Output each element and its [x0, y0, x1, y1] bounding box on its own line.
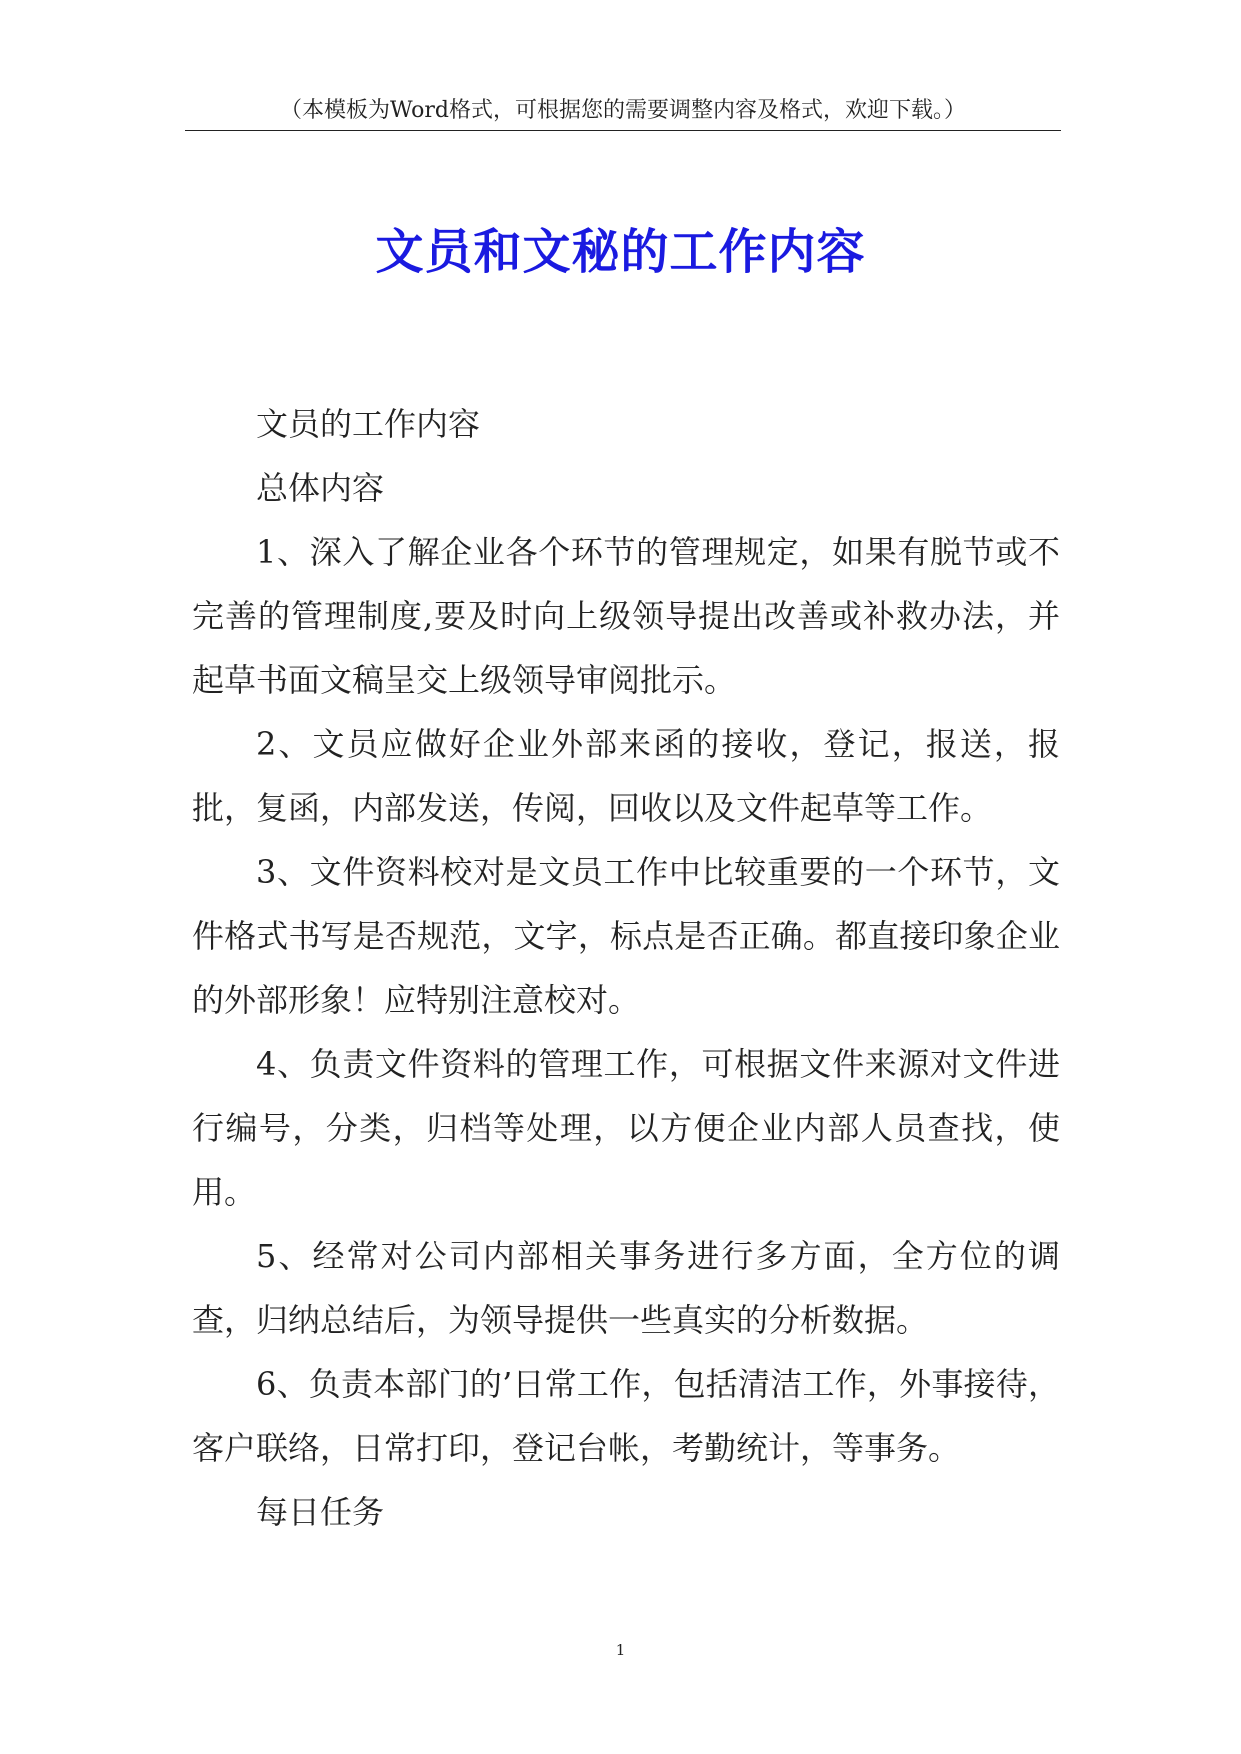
header-divider: [185, 130, 1061, 131]
section-heading: 文员的工作内容: [256, 405, 481, 443]
list-item: 6、负责本部门的’日常工作，包括清洁工作，外事接待，客户联络，日常打印，登记台帐，考勤统计，等事务。: [192, 1365, 1060, 1467]
page-number: 1: [615, 1641, 626, 1659]
list-item: 5、经常对公司内部相关事务进行多方面，全方位的调查，归纳总结后，为领导提供一些真实的分析数据。: [192, 1237, 1060, 1339]
list-item: 3、文件资料校对是文员工作中比较重要的一个环节，文件格式书写是否规范，文字，标点是否正确。都直接印象企业的外部形象！应特别注意校对。: [192, 853, 1060, 1019]
subsection-heading: 总体内容: [256, 469, 385, 507]
document-body: [192, 392, 1060, 1544]
list-item: 2、文员应做好企业外部来函的接收，登记，报送，报批，复函，内部发送，传阅，回收以及文件起草等工作。: [192, 725, 1060, 827]
header-note: （本模板为Word格式，可根据您的需要调整内容及格式，欢迎下载。）: [280, 98, 966, 123]
list-item: 4、负责文件资料的管理工作，可根据文件来源对文件进行编号，分类，归档等处理，以方便企业内部人员查找，使用。: [192, 1045, 1060, 1211]
subsection-heading: 每日任务: [256, 1493, 385, 1531]
list-item: 1、深入了解企业各个环节的管理规定，如果有脱节或不完善的管理制度,要及时向上级领导提出改善或补救办法，并起草书面文稿呈交上级领导审阅批示。: [192, 533, 1060, 699]
document-title: 文员和文秘的工作内容: [375, 224, 866, 280]
